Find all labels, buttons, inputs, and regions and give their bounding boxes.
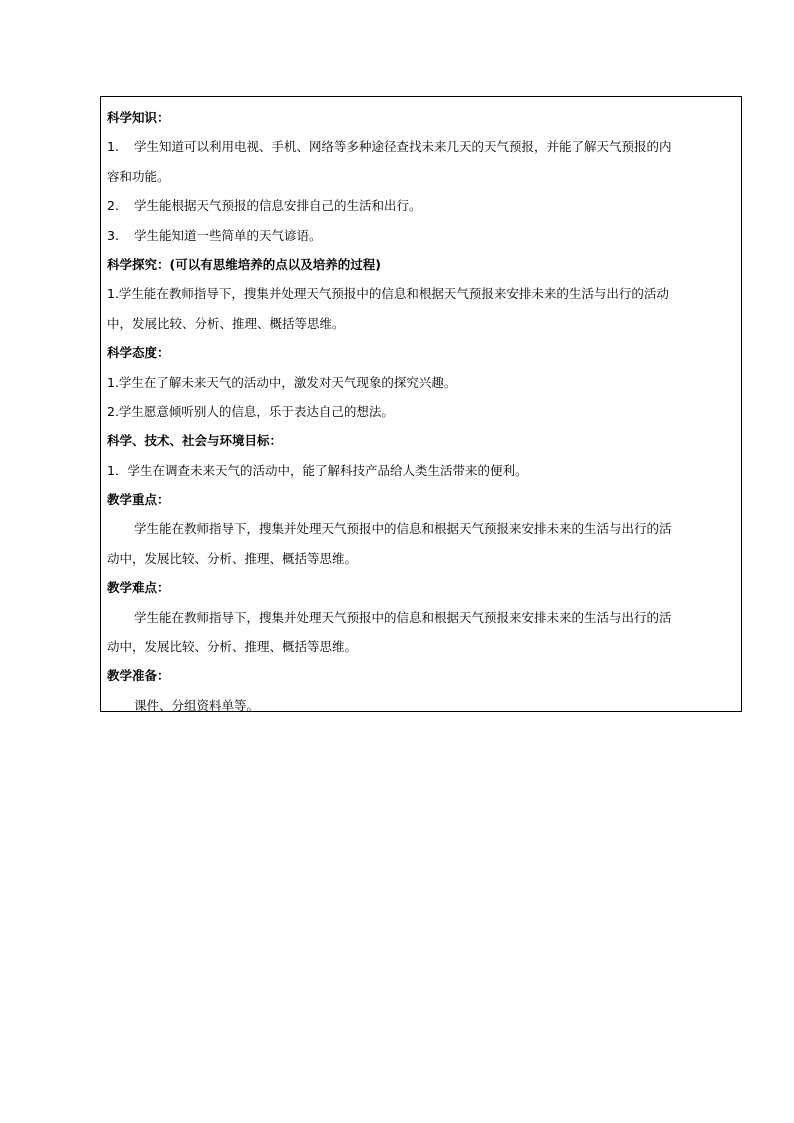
difficulties-text: 学生能在教师指导下，搜集并处理天气预报中的信息和根据天气预报来安排未来的生活与出行的活 xyxy=(134,609,672,625)
item-number: 3. xyxy=(107,227,119,243)
item-text: 学生能根据天气预报的信息安排自己的生活和出行。 xyxy=(134,198,422,214)
preparation-text: 课件、分组资料单等。 xyxy=(134,697,260,713)
key-points-heading: 教学重点： xyxy=(107,492,170,508)
knowledge-item-3 xyxy=(107,221,735,250)
knowledge-item-2 xyxy=(107,191,735,220)
item-number: 1. xyxy=(107,139,119,155)
knowledge-heading: 科学知识： xyxy=(107,110,170,125)
inquiry-item-1-continued: 中，发展比较、分析、推理、概括等思维。 xyxy=(107,315,345,331)
key-points-text-continued: 动中，发展比较、分析、推理、概括等思维。 xyxy=(107,550,358,566)
item-text: 学生知道可以利用电视、手机、网络等多种途径查找未来几天的天气预报，并能了解天气预报的内 xyxy=(134,139,672,155)
inquiry-heading: 科学探究：(可以有思维培养的点以及培养的过程) xyxy=(107,256,381,272)
item-text: 学生能知道一些简单的天气谚语。 xyxy=(134,227,322,243)
difficulties-heading: 教学难点： xyxy=(107,580,170,596)
attitude-heading: 科学态度： xyxy=(107,345,170,361)
difficulties-text-continued: 动中，发展比较、分析、推理、概括等思维。 xyxy=(107,639,358,655)
key-points-text: 学生能在教师指导下，搜集并处理天气预报中的信息和根据天气预报来安排未来的生活与出行的活 xyxy=(134,521,672,537)
knowledge-item-1 xyxy=(107,132,735,161)
preparation-heading: 教学准备： xyxy=(107,668,170,684)
inquiry-item-1: 1.学生能在教师指导下，搜集并处理天气预报中的信息和根据天气预报来安排未来的生活与出行的活动 xyxy=(107,286,669,302)
lesson-objectives-table xyxy=(100,96,742,712)
stse-heading: 科学、技术、社会与环境目标： xyxy=(107,433,283,449)
stse-item-1: 1．学生在调查未来天气的活动中，能了解科技产品给人类生活带来的便利。 xyxy=(107,462,528,478)
attitude-item-2: 2.学生愿意倾听别人的信息，乐于表达自己的想法。 xyxy=(107,403,394,419)
knowledge-item-1-continued: 容和功能。 xyxy=(107,168,170,184)
attitude-item-1: 1.学生在了解未来天气的活动中，激发对天气现象的探究兴趣。 xyxy=(107,374,457,390)
item-number: 2. xyxy=(107,198,119,214)
